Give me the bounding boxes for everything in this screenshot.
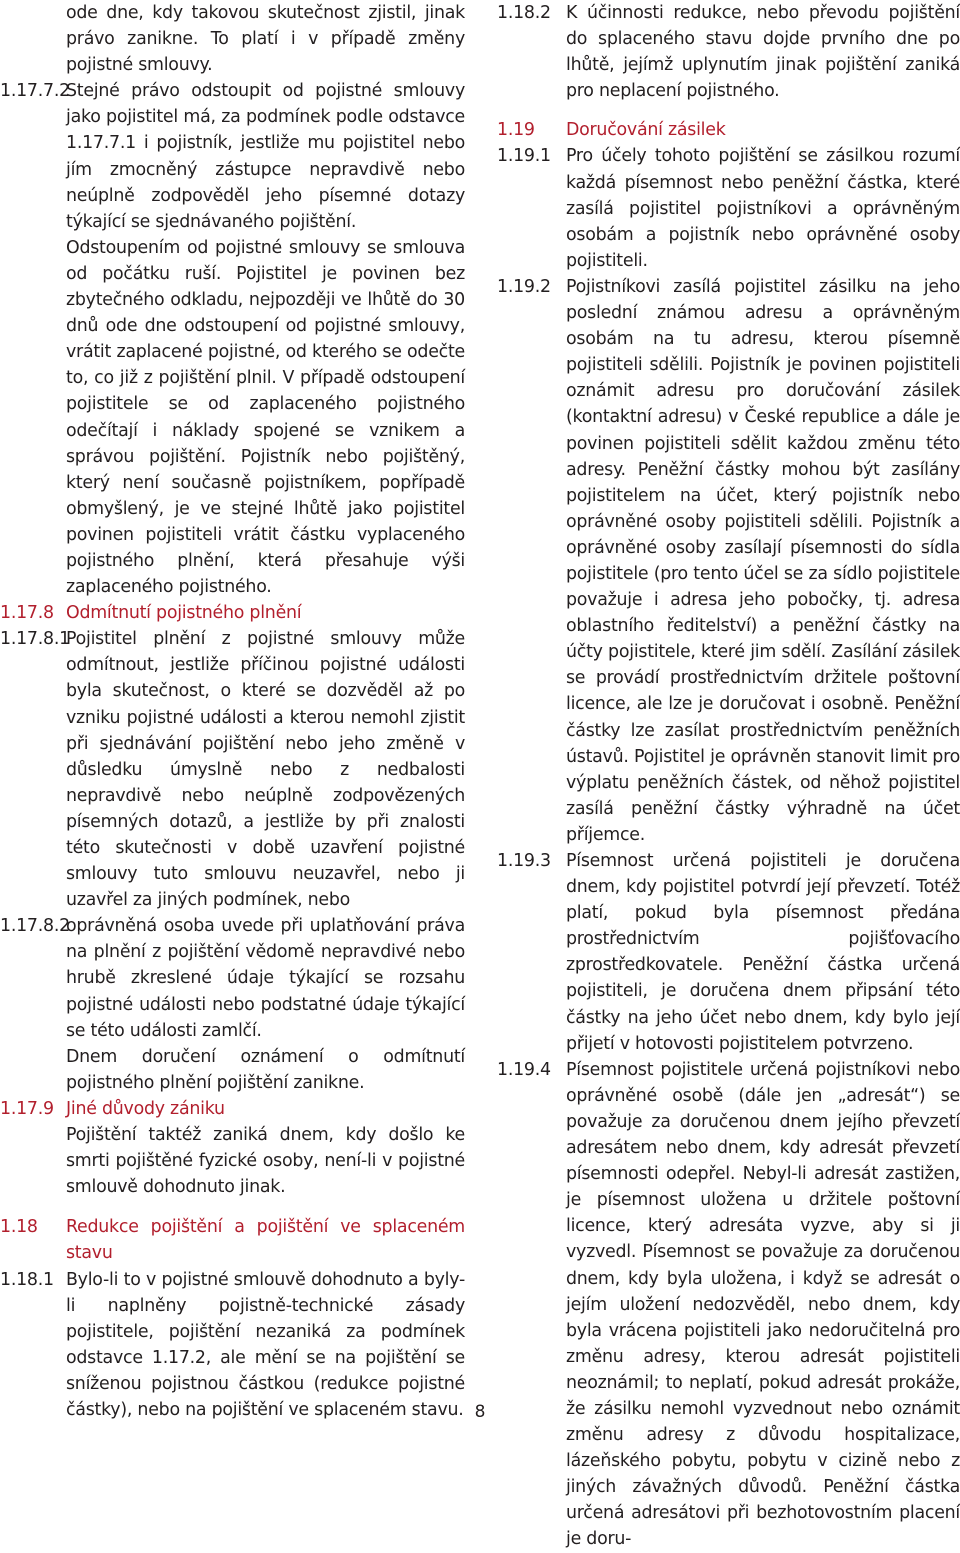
left-column [0, 0, 465, 1423]
clause-number: 1.18.1 [0, 1269, 54, 1290]
clause-1-17-7-2 [0, 78, 465, 600]
clause-number: 1.18.2 [497, 3, 551, 23]
right-column [497, 0, 960, 1553]
clause-1-18-2 [497, 0, 960, 104]
clause-text: Pojistníkovi zasílá pojistitel zásilku na jeho poslední známou adresu a oprávněným osobám na tu adresu, kterou písemně pojistiteli sdělili. Pojistník je povinen pojistiteli oznámit adresu pro doručování zásilek (kontaktní adresu) v České republice a dále je povinen pojistiteli sdělit každou změnu této adresy. Peněžní částky mohou být zasílány pojistitelem na účet, který pojistník nebo oprávněné osoby pojistiteli sdělili. Pojistník a oprávněné osoby zasílají písemnosti do sídla pojistitele (pro tento účel se za sídlo pojistitele považuje i adresa jeho pobočky, tj. adresa oblastního ředitelství) a peněžní částky na účty pojistitele, které jim sdělí. Zasílání zásilek se provádí prostřednictvím držitele poštovní licence, ale lze je doručovat i osobně. Peněžní částky lze zasílat prostřednictvím peněžních ústavů. Pojistitel je oprávněn stanovit limit pro výplatu peněžních částek, od něhož pojistitel zasílá peněžní částky výhradně na účet příjemce. [566, 276, 960, 845]
clause-number: 1.17.8.2 [0, 916, 70, 937]
clause-text-2: Odstoupením od pojistné smlouvy se smlouva od počátku ruší. Pojistitel je povinen bez zbytečného odkladu, nejpozději ve lhůtě do 30 dnů ode dne odstoupení od pojistné smlouvy, vrátit zaplacené pojistné, od kterého se odečte to, co již z pojištění plnil. V případě odstoupení pojistitele se od zaplaceného pojistného odečítají i náklady spojené se vznikem a správou pojištění. Pojistník nebo pojištěný, který není současně pojistníkem, popřípadě obmyšlený, je ve stejné lhůtě jako pojistitel povinen pojistiteli vrátit částku vyplaceného pojistného plnění, která přesahuje výši zaplaceného pojistného. [66, 237, 465, 598]
clause-text: Pojistitel plnění z pojistné smlouvy může odmítnout, jestliže příčinou pojistné události byla skutečnost, o které se dozvěděl až po vzniku pojistné události a kterou nemohl zjistit při sjednávání pojištění nebo jeho změně v důsledku úmyslně nebo z nedbalosti nepravdivě nebo neúplně zodpovězených písemných dotazů, a jestliže by při znalosti této skutečnosti v době uzavření pojistné smlouvy tuto smlouvu neuzavřel, nebo ji uzavřel za jiných podmínek, nebo [66, 629, 465, 911]
clause-number: 1.19.2 [497, 276, 551, 297]
clause-number: 1.19.4 [497, 1059, 551, 1080]
intro-paragraph: ode dne, kdy takovou skutečnost zjistil, jinak právo zanikne. To platí i v případě změny pojistné smlouvy. [66, 3, 465, 76]
heading-title: Doručování zásilek [566, 120, 726, 141]
heading-number: 1.17.8 [0, 603, 54, 624]
clause-text: K účinnosti redukce, nebo převodu pojištění do splaceného stavu dojde prvního dne po lhůtě, jejímž uplynutím jinak pojištění zaniká pro neplacení pojistného. [566, 3, 960, 102]
clause-text: Pojištění taktéž zaniká dnem, kdy došlo ke smrti pojištěné fyzické osoby, není-li v pojistné smlouvě dohodnuto jinak. [66, 1125, 465, 1198]
heading-number: 1.18 [0, 1217, 38, 1238]
clause-number: 1.19.3 [497, 851, 551, 871]
clause-text: Písemnost určená pojistiteli je doručena dnem, kdy pojistitel potvrdí její převzetí. Totéž platí, pokud byla písemnost předána prostřednictvím pojišťovacího zprostředkovatele. Peněžní částka určená pojistiteli, je doručena dnem připsání této částky na jeho účet nebo dnem, kdy bylo její přijetí v hotovosti pojistitelem potvrzeno. [566, 851, 960, 1054]
clause-1-18-1 [0, 1267, 465, 1424]
clause-1-17-9 [0, 1096, 465, 1200]
heading-1-18 [0, 1214, 465, 1266]
clause-1-19-2 [497, 274, 960, 848]
clause-text: oprávněná osoba uvede při uplatňování práva na plnění z pojištění vědomě nepravdivé nebo hrubě zkreslené údaje týkající se rozsahu pojistné události nebo podstatné údaje týkající se této události zamlčí. [66, 916, 465, 1041]
clause-1-19-1 [497, 143, 960, 273]
clause-text-2: Dnem doručení oznámení o odmítnutí pojistného plnění pojištění zanikne. [66, 1046, 465, 1093]
page-number: 8 [474, 1402, 486, 1422]
heading-title: Redukce pojištění a pojištění ve splaceném stavu [66, 1217, 465, 1264]
heading-number: 1.17.9 [0, 1098, 54, 1119]
heading-1-17-8 [0, 600, 465, 626]
clause-1-17-8-2 [0, 913, 465, 1096]
clause-1-19-4 [497, 1057, 960, 1553]
clause-number: 1.17.8.1 [0, 629, 70, 650]
clause-1-19-3 [497, 848, 960, 1057]
clause-number: 1.19.1 [497, 146, 551, 167]
clause-1-17-8-1 [0, 626, 465, 913]
clause-number: 1.17.7.2 [0, 81, 70, 102]
clause-text: Bylo-li to v pojistné smlouvě dohodnuto a byly-li naplněny pojistně-technické zásady pojistitele, pojištění nezaniká za podmínek odstavce 1.17.2, ale mění se na pojištění se sníženou pojistnou částkou (redukce pojistné částky), nebo na pojištění ve splaceném stavu. [66, 1269, 465, 1420]
heading-title: Odmítnutí pojistného plnění [66, 603, 302, 624]
clause-text: Pro účely tohoto pojištění se zásilkou rozumí každá písemnost nebo peněžní částka, které zasílá pojistitel pojistníkovi a oprávněným osobám a pojistník nebo oprávněné osoby pojistiteli. [566, 146, 960, 271]
heading-number: 1.19 [497, 120, 535, 141]
clause-text: Písemnost pojistitele určená pojistníkovi nebo oprávněné osobě (dále jen „adresát“) se považuje za doručenou dnem jejího převzetí adresátem nebo dnem, kdy adresát převzetí písemnosti odepřel. Nebyl-li adresát zastižen, je písemnost uložena u držitele poštovní licence, který adresáta vyzve, aby si ji vyzvedl. Písemnost se považuje za doručenou dnem, kdy byla uložena, i když se adresát o jejím uložení nedozvěděl, nebo dnem, kdy byla vrácena pojistiteli jako nedoručitelná pro změnu adresy, kterou adresát pojistiteli neoznámil; to neplatí, pokud adresát prokáže, že zásilku nemohl vyzvednout nebo oznámit změnu adresy z důvodu hospitalizace, lázeňského pobytu, pobytu v cizině nebo z jiných závažných důvodů. Peněžní částka určená adresátovi při bezhotovostním placení je doru- [566, 1059, 960, 1550]
clause-text: Stejné právo odstoupit od pojistné smlouvy jako pojistitel má, za podmínek podle odstavce 1.17.7.1 i pojistník, jestliže mu pojistitel nebo jím zmocněný zástupce nepravdivě nebo neúplně zodpověděl jeho písemné dotazy týkající se sjednávaného pojištění. [66, 81, 465, 232]
heading-title: Jiné důvody zániku [66, 1098, 225, 1119]
heading-1-19 [497, 117, 960, 143]
